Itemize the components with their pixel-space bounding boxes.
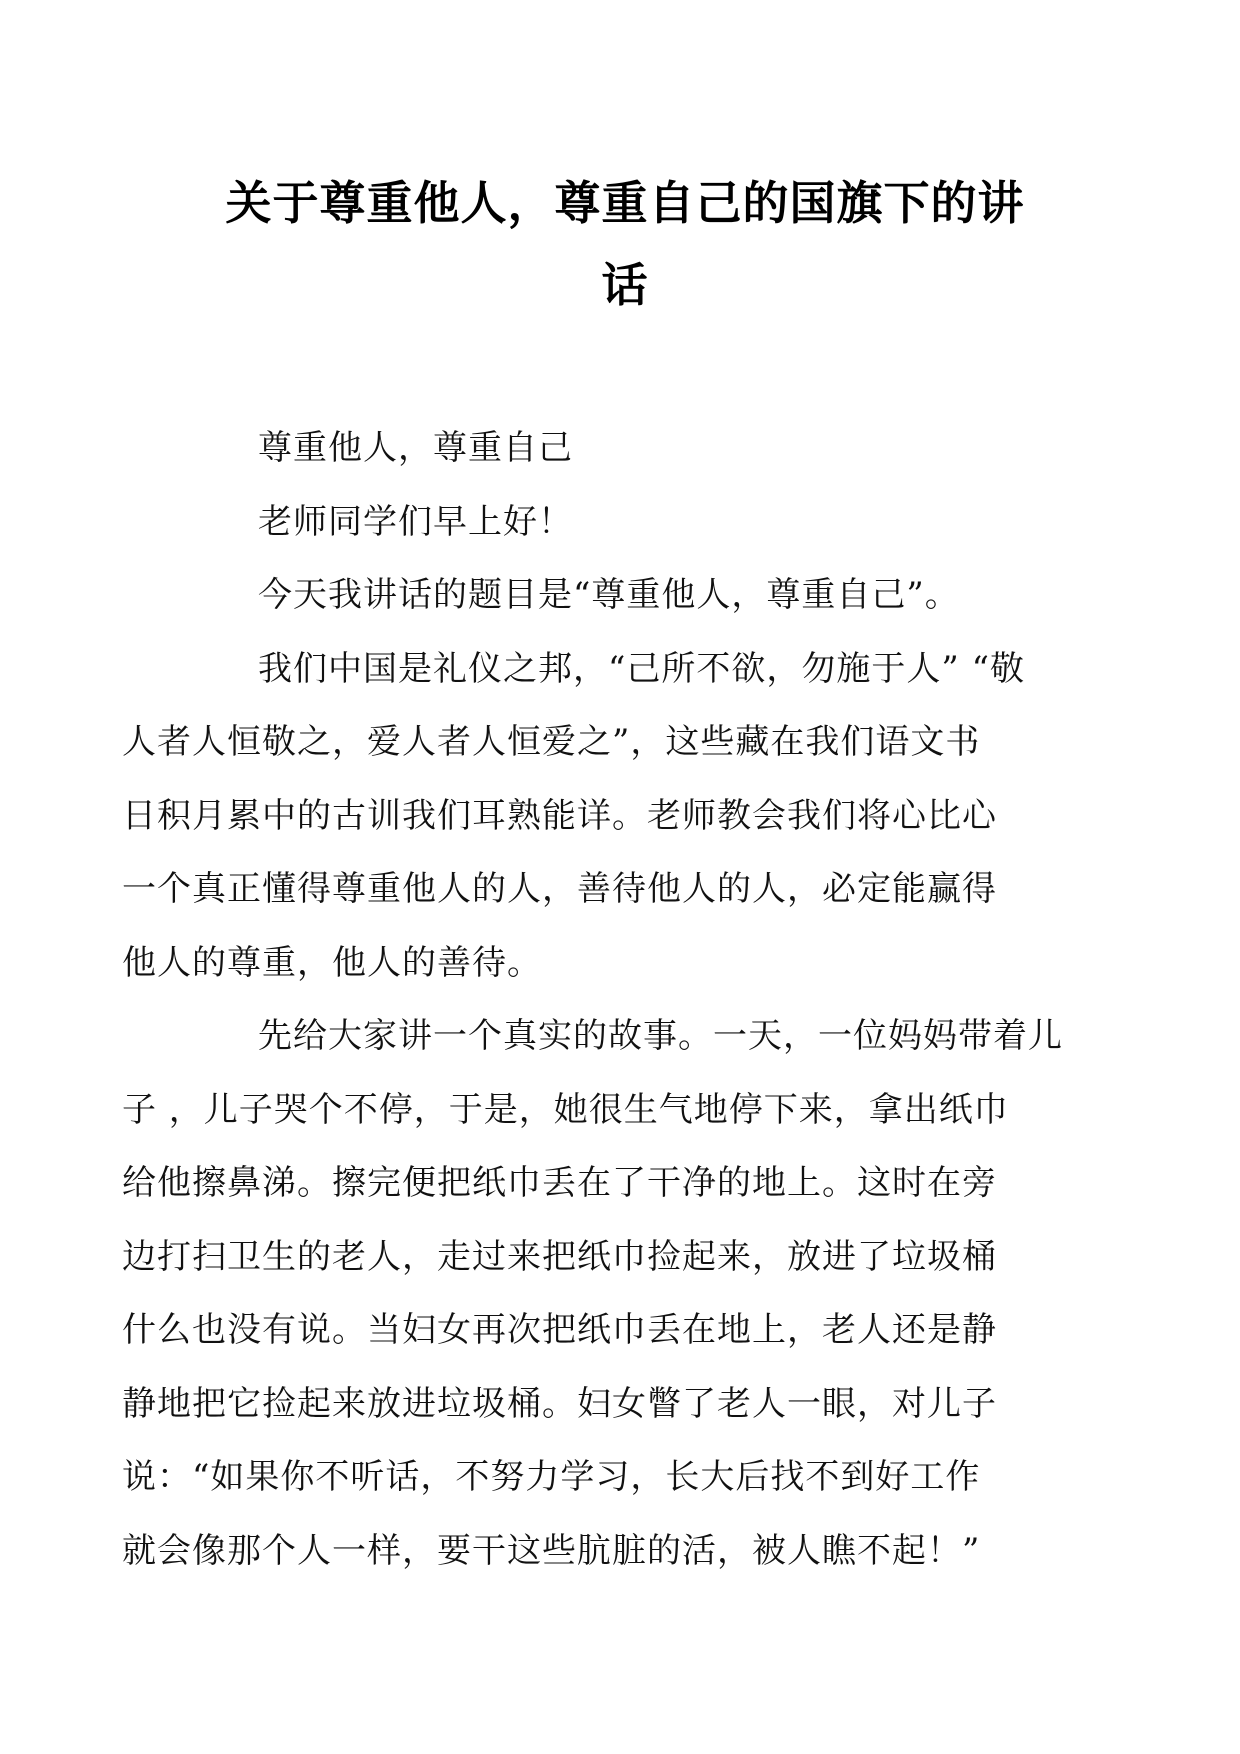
paragraph-line: 给他擦鼻涕。擦完便把纸巾丢在了干净的地上。这时在旁: [122, 1163, 997, 1203]
document-body: [122, 412, 1063, 1588]
paragraph-etiquette: [122, 633, 1060, 1001]
paragraph-greeting: [190, 486, 1060, 560]
paragraph-line: 我们中国是礼仪之邦，“己所不欲，勿施于人” “敬: [258, 648, 1025, 689]
document-title: [190, 162, 1060, 326]
paragraph-line: 他人的尊重，他人的善待。: [122, 942, 542, 983]
paragraph-line: 边打扫卫生的老人，走过来把纸巾捡起来，放进了垃圾桶: [122, 1236, 997, 1277]
paragraph-line: 就会像那个人一样，要干这些肮脏的活，被人瞧不起！”: [122, 1530, 981, 1571]
paragraph-line: 静地把它捡起来放进垃圾桶。妇女瞥了老人一眼，对儿子: [122, 1383, 997, 1424]
paragraph-line: 老师同学们早上好！: [258, 501, 573, 542]
title-line-1: 关于尊重他人，尊重自己的国旗下的讲: [225, 176, 1025, 230]
paragraph-line: 人者人恒敬之，爱人者人恒爱之”，这些藏在我们语文书: [122, 722, 981, 762]
paragraph-line: 子 ，儿子哭个不停，于是，她很生气地停下来，拿出纸巾: [122, 1089, 1009, 1130]
paragraph-line: 说：“如果你不听话，不努力学习，长大后找不到好工作: [122, 1457, 981, 1497]
paragraph-subtitle: [190, 412, 1060, 486]
paragraph-topic: [190, 559, 1060, 633]
paragraph-story: [122, 1000, 1063, 1588]
title-line-2: 话: [601, 258, 649, 312]
paragraph-line: 什么也没有说。当妇女再次把纸巾丢在地上，老人还是静: [122, 1310, 997, 1350]
paragraph-line: 今天我讲话的题目是“尊重他人，尊重自己”。: [258, 575, 960, 615]
paragraph-line: 尊重他人，尊重自己: [258, 428, 573, 468]
paragraph-line: 日积月累中的古训我们耳熟能详。老师教会我们将心比心: [122, 795, 997, 836]
paragraph-line: 一个真正懂得尊重他人的人，善待他人的人，必定能赢得: [122, 869, 997, 909]
paragraph-line: 先给大家讲一个真实的故事。一天，一位妈妈带着儿: [258, 1016, 1063, 1056]
